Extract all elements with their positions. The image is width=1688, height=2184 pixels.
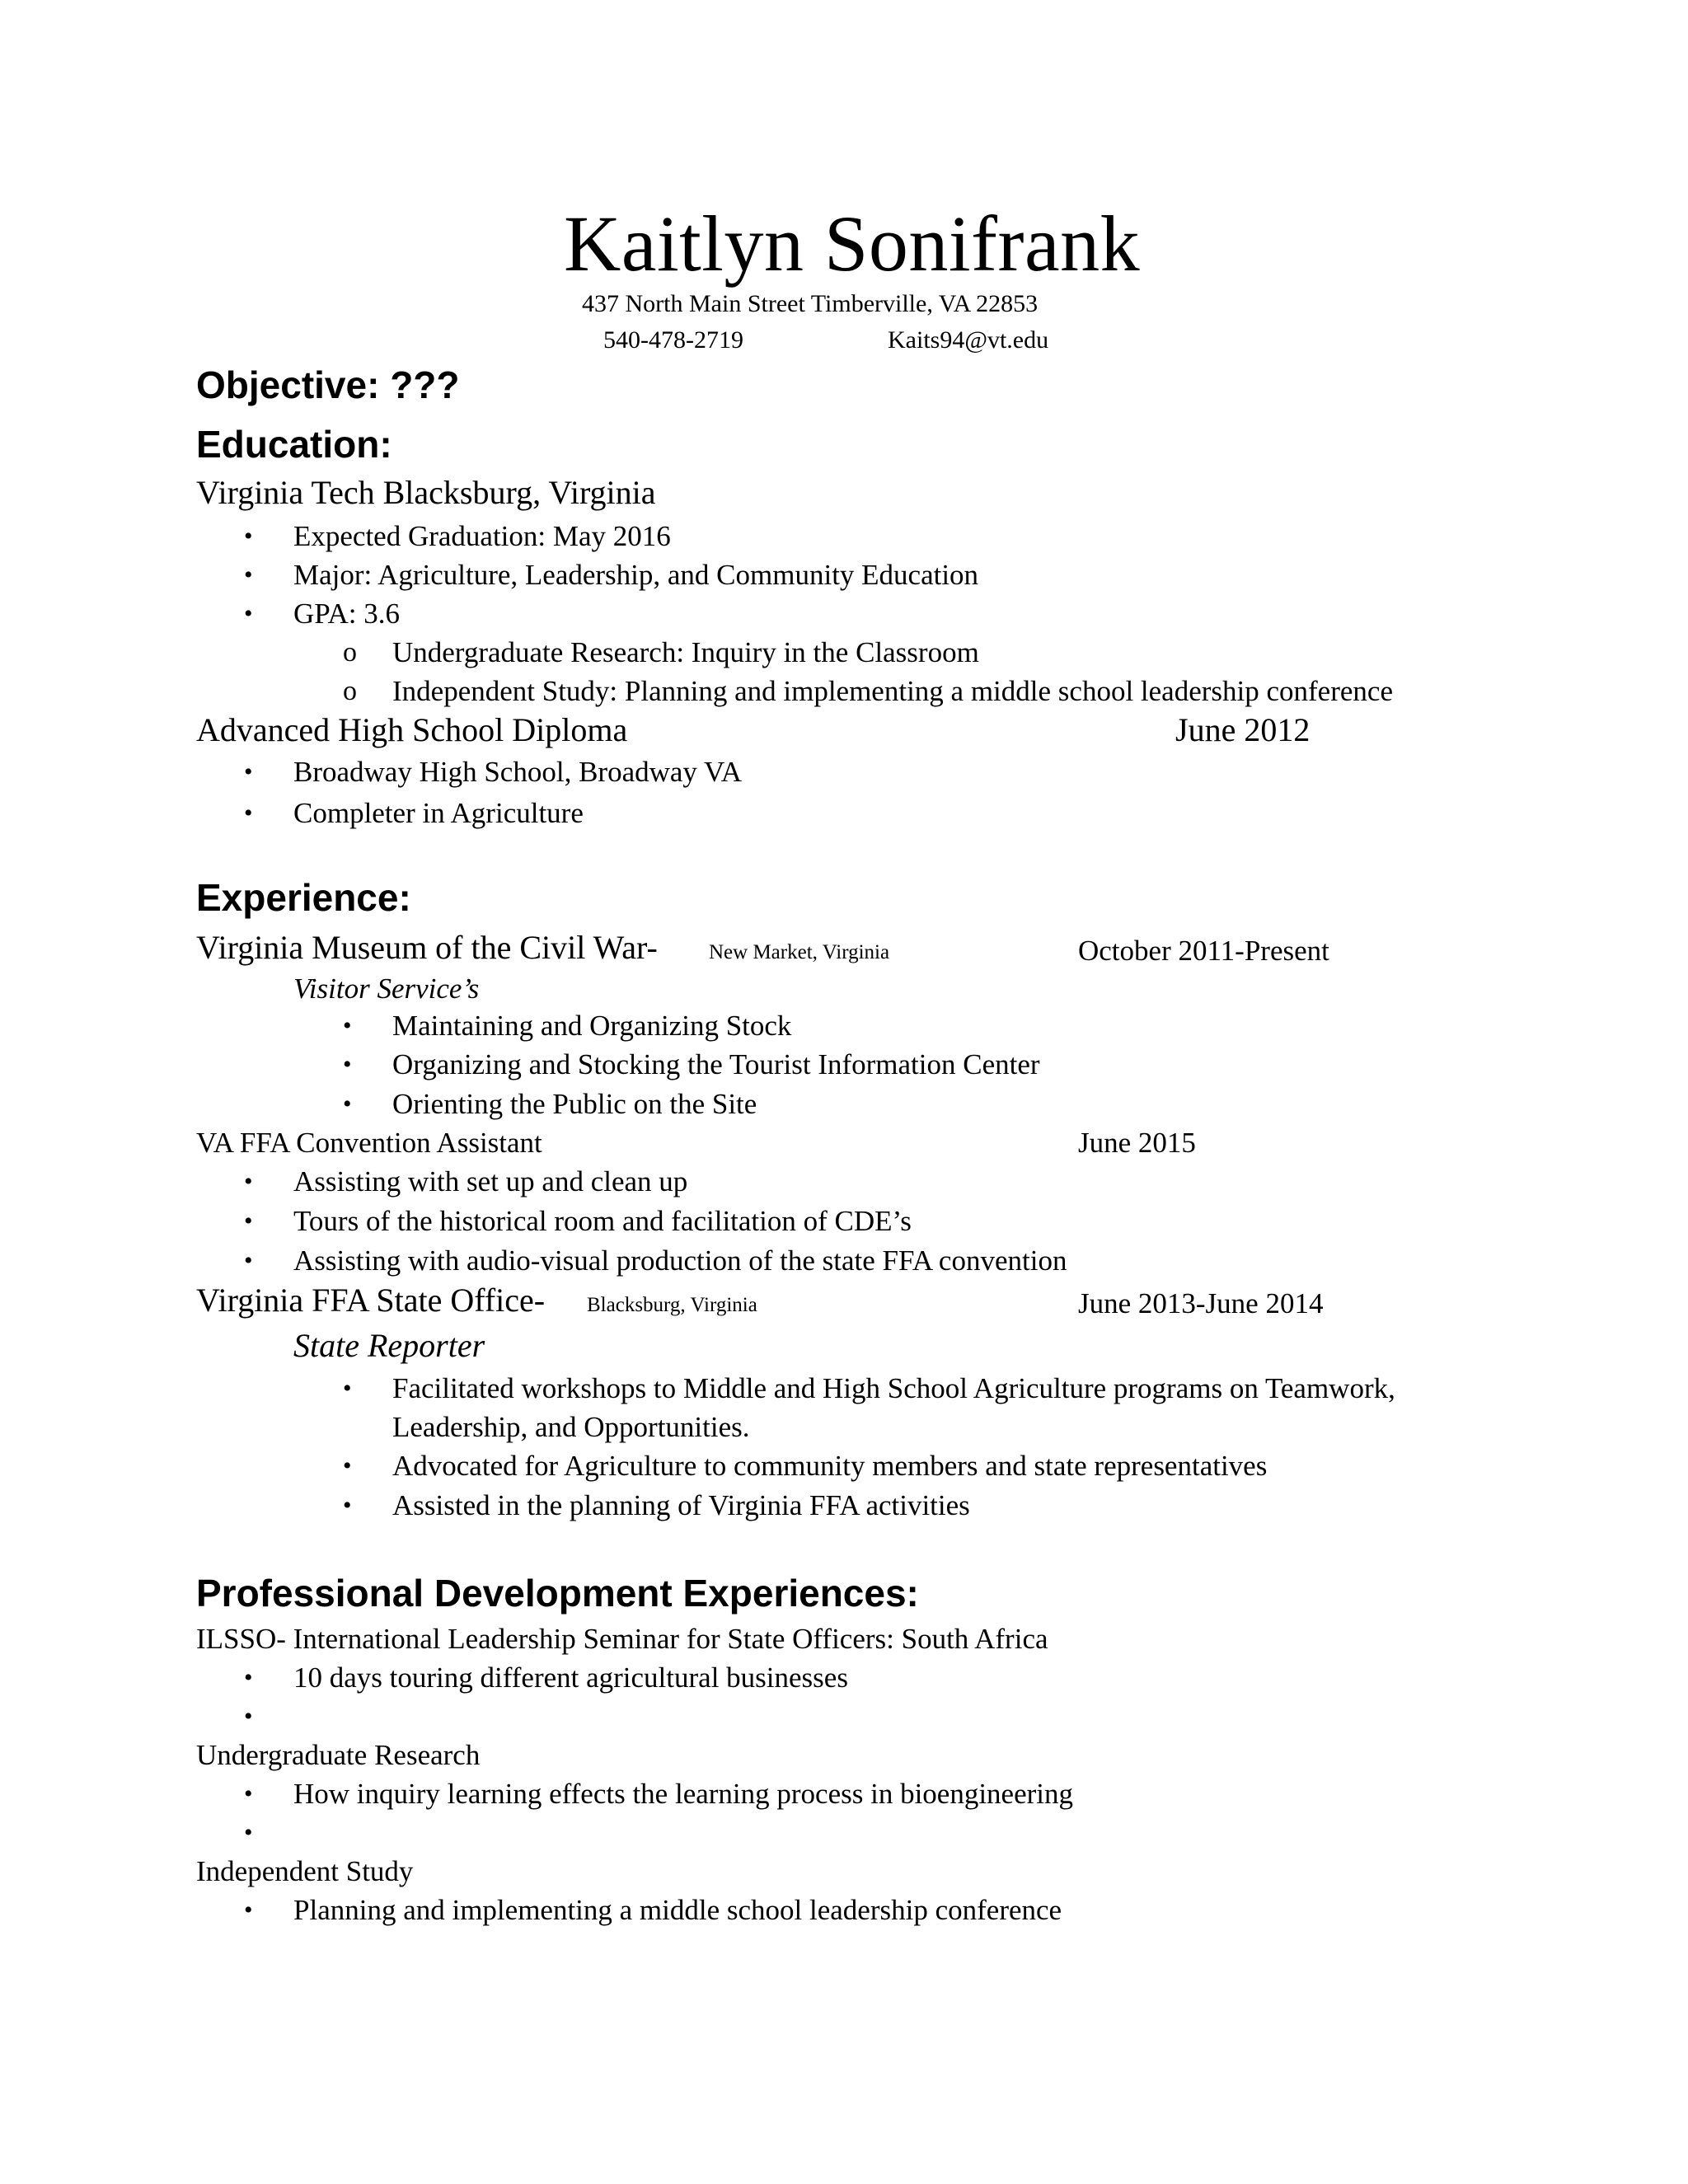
list-item: Planning and implementing a middle school leadership conference [293, 1894, 1062, 1926]
job-title: Virginia Museum of the Civil War- [196, 929, 658, 966]
list-item: Broadway High School, Broadway VA [293, 756, 743, 788]
bullet-icon: • [244, 1703, 253, 1730]
list-item: Organizing and Stocking the Tourist Information Center [392, 1048, 1040, 1080]
candidate-name: Kaitlyn Sonifrank [564, 199, 1141, 288]
job-role: Visitor Service’s [293, 972, 480, 1005]
objective-heading: Objective: ??? [196, 363, 460, 406]
bullet-icon: • [244, 1664, 253, 1691]
pd-title: Undergraduate Research [196, 1739, 481, 1771]
bullet-icon: • [244, 600, 253, 627]
bullet-icon: • [343, 1090, 352, 1118]
bullet-icon: • [343, 1452, 352, 1479]
list-item: Assisting with set up and clean up [293, 1165, 688, 1197]
bullet-icon: • [343, 1051, 352, 1078]
bullet-icon: • [244, 1780, 253, 1807]
bullet-icon: • [343, 1492, 352, 1519]
list-item: Completer in Agriculture [293, 797, 584, 829]
circle-bullet-icon: o [343, 637, 357, 668]
bullet-icon: • [244, 1168, 253, 1195]
education-heading: Education: [196, 423, 392, 466]
email-address: Kaits94@vt.edu [888, 326, 1049, 354]
job-date: June 2015 [1078, 1127, 1196, 1159]
school-high-school-date: June 2012 [1175, 711, 1311, 748]
pd-title: Independent Study [196, 1855, 414, 1887]
bullet-icon: • [244, 799, 253, 827]
bullet-icon: • [244, 1207, 253, 1235]
experience-heading: Experience: [196, 876, 411, 919]
circle-bullet-icon: o [343, 676, 357, 706]
pd-title: ILSSO- International Leadership Seminar for State Officers: South Africa [196, 1623, 1048, 1655]
list-item: Assisting with audio-visual production of the state FFA convention [293, 1244, 1067, 1277]
bullet-icon: • [244, 758, 253, 785]
list-item: 10 days touring different agricultural businesses [293, 1661, 848, 1694]
list-item: Tours of the historical room and facilitation of CDE’s [293, 1205, 912, 1237]
job-location: Blacksburg, Virginia [587, 1294, 757, 1316]
list-item: Maintaining and Organizing Stock [392, 1010, 792, 1042]
job-date: October 2011-Present [1078, 935, 1329, 967]
list-item: How inquiry learning effects the learning process in bioengineering [293, 1778, 1074, 1810]
job-location: New Market, Virginia [709, 941, 890, 963]
list-item: Expected Graduation: May 2016 [293, 520, 671, 552]
phone-number: 540-478-2719 [603, 326, 743, 354]
job-title: VA FFA Convention Assistant [196, 1127, 542, 1159]
bullet-icon: • [343, 1012, 352, 1039]
school-high-school: Advanced High School Diploma [196, 711, 628, 748]
bullet-icon: • [244, 1896, 253, 1924]
bullet-icon: • [244, 1247, 253, 1274]
professional-development-heading: Professional Development Experiences: [196, 1572, 919, 1615]
job-role: State Reporter [293, 1327, 485, 1364]
sub-list-item: Independent Study: Planning and implementing a middle school leadership conference [392, 675, 1393, 707]
list-item-continuation: Leadership, and Opportunities. [392, 1411, 750, 1443]
school-virginia-tech: Virginia Tech Blacksburg, Virginia [196, 474, 656, 511]
job-date: June 2013-June 2014 [1078, 1287, 1324, 1319]
bullet-icon: • [343, 1375, 352, 1402]
list-item: Orienting the Public on the Site [392, 1088, 757, 1120]
bullet-icon: • [244, 523, 253, 550]
list-item: Advocated for Agriculture to community members and state representatives [392, 1450, 1268, 1482]
bullet-icon: • [244, 561, 253, 588]
bullet-icon: • [244, 1819, 253, 1846]
sub-list-item: Undergraduate Research: Inquiry in the Classroom [392, 636, 979, 668]
list-item: GPA: 3.6 [293, 598, 401, 630]
list-item: Major: Agriculture, Leadership, and Community Education [293, 559, 979, 591]
list-item: Facilitated workshops to Middle and High School Agriculture programs on Teamwork, [392, 1372, 1395, 1404]
list-item: Assisted in the planning of Virginia FFA activities [392, 1489, 970, 1521]
address-line: 437 North Main Street Timberville, VA 22853 [582, 290, 1039, 317]
job-title: Virginia FFA State Office- [196, 1282, 546, 1319]
